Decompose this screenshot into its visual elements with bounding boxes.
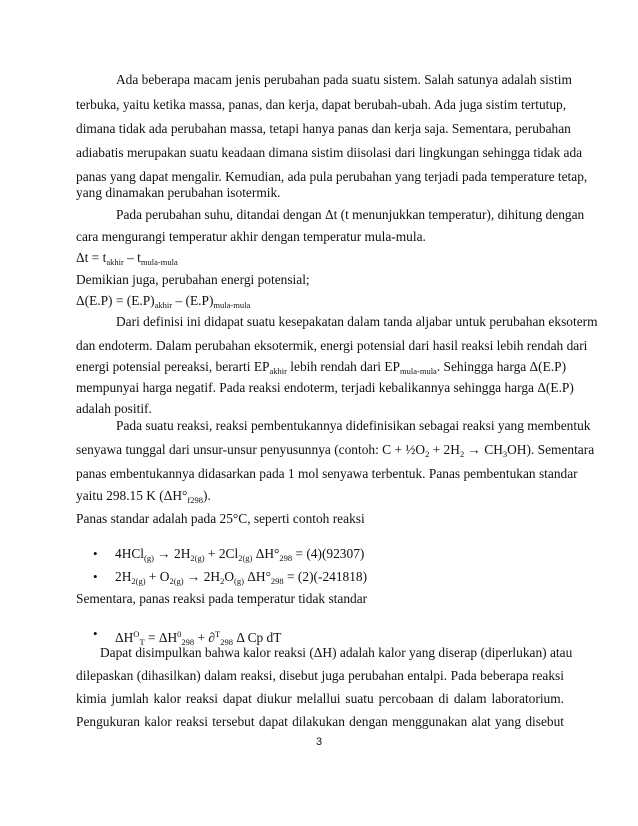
reaction-2: $2H_{2(g)} + O_{2(g)} \to 2H_2O_{(g)}$ $\Delta H^\circ_{298} = (2)(-241818)$: [115, 569, 368, 586]
paragraph3-line1: Dari definisi ini didapat suatu kesepakatan dalam tanda aljabar untuk perubahan eksoterm: [116, 314, 598, 329]
paragraph4-line5: Panas standar adalah pada 25°C, seperti contoh reaksi: [76, 511, 365, 526]
paragraph5-line2: dilepaskan (dihasilkan) dalam reaksi, disebut juga perubahan entalpi. Pada beberapa reaksi: [76, 668, 564, 683]
energy-intro: Demikian juga, perubahan energi potensial;: [76, 272, 310, 287]
bullet-icon: •: [93, 626, 98, 641]
formula-nonstandard: $\Delta H^O_T = \Delta H^0_{298} + \partial^T_{298}$ Δ Cp dT: [115, 629, 282, 647]
paragraph3-line5: adalah positif.: [76, 401, 152, 416]
bullet-icon: •: [93, 569, 98, 584]
paragraph4-line3: panas embentukannya didasarkan pada 1 mol senyawa terbentuk. Panas pembentukan standar: [76, 466, 578, 481]
paragraph2-line1: Pada perubahan suhu, ditandai dengan Δt (t menunjukkan temperatur), dihitung dengan: [116, 207, 585, 222]
bullet-icon: •: [93, 546, 98, 561]
paragraph4-line1: Pada suatu reaksi, reaksi pembentukannya didefinisikan sebagai reaksi yang membentuk: [116, 418, 591, 433]
paragraph5-line4: Pengukuran kalor reaksi tersebut dapat dilakukan dengan menggunakan alat yang disebut: [76, 714, 564, 729]
paragraph3-line3: energi potensial pereaksi, berarti $EP_{akhir}$ lebih rendah dari $EP_{mula-mula}$. Sehingga harga Δ(E.P): [76, 359, 567, 376]
formula-delta-t: $\Delta t = t_{akhir} - t_{mula-mula}$: [76, 250, 178, 267]
paragraph5-line3: kimia jumlah kalor reaksi dapat diukur melallui suatu percobaan di dalam laboratorium.: [76, 691, 564, 706]
paragraph1-line4: adiabatis merupakan suatu keadaan dimana sistim diisolasi dari lingkungan sehingga tidak ada: [76, 145, 583, 160]
paragraph5-line1: Dapat disimpulkan bahwa kalor reaksi (ΔH) adalah kalor yang diserap (diperlukan) atau: [100, 645, 573, 660]
reaction-1: $4HCl_{(g)} \to 2H_{2(g)} + 2Cl_{2(g)}$ $\Delta H^\circ_{298} = (4)(92307)$: [115, 546, 365, 563]
formula-delta-ep: $\Delta(E.P) = (E.P)_{akhir} - (E.P)_{mula-mula}$: [76, 293, 251, 310]
paragraph2-line2: cara mengurangi temperatur akhir dengan temperatur mula-mula.: [76, 229, 426, 244]
paragraph1-line6: yang dinamakan perubahan isotermik.: [76, 185, 281, 200]
nonstandard-intro: Sementara, panas reaksi pada temperatur tidak standar: [76, 591, 368, 606]
paragraph1-line2: terbuka, yaitu ketika massa, panas, dan kerja, dapat berubah-ubah. Ada juga sistim tertutup,: [76, 97, 567, 112]
paragraph1-line3: dimana tidak ada perubahan massa, tetapi hanya panas dan kerja saja. Sementara, perubahan: [76, 121, 571, 136]
paragraph4-line4: yaitu 298.15 K $(\Delta H^\circ_{f298})$.: [76, 488, 211, 505]
paragraph3-line2: dan endoterm. Dalam perubahan eksotermik, energi potensial dari hasil reaksi lebih rendah dari: [76, 338, 588, 353]
paragraph1-line1: Ada beberapa macam jenis perubahan pada suatu sistem. Salah satunya adalah sistim: [116, 72, 572, 87]
page-number: 3: [315, 736, 323, 748]
paragraph3-line4: mempunyai harga negatif. Pada reaksi endoterm, terjadi kebalikannya sehingga harga Δ(E.P): [76, 380, 574, 395]
paragraph1-line5: panas yang dapat mengalir. Kemudian, ada pula perubahan yang terjadi pada temperature tetap,: [76, 169, 588, 184]
paragraph4-line2: senyawa tunggal dari unsur-unsur penyusunnya (contoh: $C + \frac{1}{2}O_2 + 2H_2 \to CH_3OH$). Sementara: [76, 442, 595, 459]
